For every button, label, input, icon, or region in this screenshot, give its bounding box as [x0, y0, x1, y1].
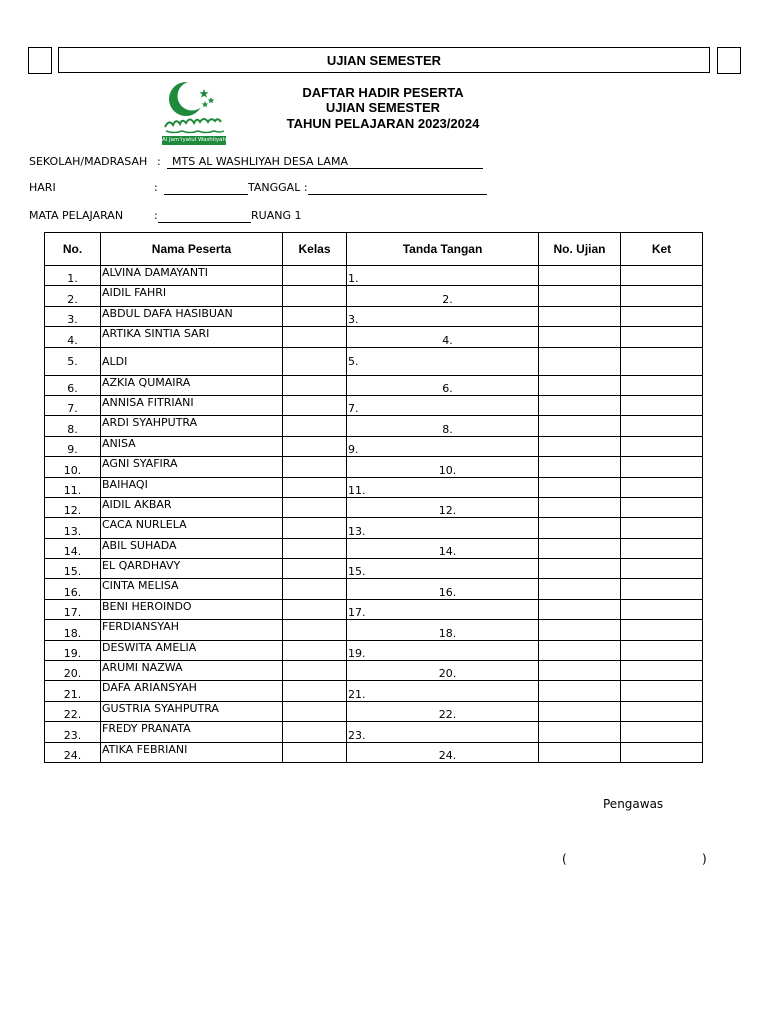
- notes-cell[interactable]: [621, 477, 703, 497]
- notes-cell[interactable]: [621, 395, 703, 415]
- notes-cell[interactable]: [621, 375, 703, 395]
- signature-cell[interactable]: 16.: [347, 579, 539, 599]
- row-number: 13.: [45, 518, 101, 538]
- table-row: [45, 416, 703, 436]
- participant-name: DESWITA AMELIA: [101, 640, 283, 660]
- participant-name: ABDUL DAFA HASIBUAN: [101, 306, 283, 326]
- table-row: [45, 266, 703, 286]
- notes-cell[interactable]: [621, 306, 703, 326]
- exam-number-cell[interactable]: [539, 701, 621, 721]
- row-number: 2.: [45, 286, 101, 306]
- participant-name: AGNI SYAFIRA: [101, 457, 283, 477]
- exam-number-cell[interactable]: [539, 722, 621, 742]
- class-cell[interactable]: [283, 347, 347, 375]
- school-field[interactable]: [167, 155, 483, 169]
- notes-cell[interactable]: [621, 661, 703, 681]
- supervisor-label: Pengawas: [603, 797, 664, 811]
- class-cell[interactable]: [283, 286, 347, 306]
- class-cell[interactable]: [283, 538, 347, 558]
- logo-caption: Al Jam'iyatul Washliyah: [162, 137, 226, 143]
- heading-line-3: TAHUN PELAJARAN 2023/2024: [286, 116, 480, 131]
- notes-cell[interactable]: [621, 518, 703, 538]
- signature-cell[interactable]: 14.: [347, 538, 539, 558]
- notes-cell[interactable]: [621, 579, 703, 599]
- header-class: Kelas: [283, 233, 347, 266]
- left-checkbox: [28, 47, 52, 74]
- exam-number-cell[interactable]: [539, 681, 621, 701]
- day-colon: :: [154, 181, 158, 194]
- row-number: 1.: [45, 266, 101, 286]
- signature-cell[interactable]: 6.: [347, 375, 539, 395]
- exam-number-cell[interactable]: [539, 497, 621, 517]
- table-row: [45, 681, 703, 701]
- participant-name: ANNISA FITRIANI: [101, 395, 283, 415]
- right-checkbox: [717, 47, 741, 74]
- signature-cell[interactable]: 22.: [347, 701, 539, 721]
- heading-line-2: UJIAN SEMESTER: [325, 100, 441, 115]
- subject-field[interactable]: [158, 209, 251, 223]
- signature-cell[interactable]: 17.: [347, 599, 539, 619]
- row-number: 19.: [45, 640, 101, 660]
- exam-number-cell[interactable]: [539, 266, 621, 286]
- subject-label: MATA PELAJARAN: [29, 209, 124, 222]
- notes-cell[interactable]: [621, 327, 703, 347]
- participant-name: FREDY PRANATA: [101, 722, 283, 742]
- participant-name: GUSTRIA SYAHPUTRA: [101, 701, 283, 721]
- class-cell[interactable]: [283, 518, 347, 538]
- signature-cell[interactable]: 23.: [347, 722, 539, 742]
- class-cell[interactable]: [283, 327, 347, 347]
- class-cell[interactable]: [283, 579, 347, 599]
- class-cell[interactable]: [283, 375, 347, 395]
- header-signature: Tanda Tangan: [347, 233, 539, 266]
- participant-name: ARUMI NAZWA: [101, 661, 283, 681]
- header-no: No.: [45, 233, 101, 266]
- day-label: HARI: [29, 181, 56, 194]
- participant-name: DAFA ARIANSYAH: [101, 681, 283, 701]
- participant-name: AIDIL FAHRI: [101, 286, 283, 306]
- class-cell[interactable]: [283, 416, 347, 436]
- signature-cell[interactable]: 9.: [347, 436, 539, 456]
- notes-cell[interactable]: [621, 436, 703, 456]
- notes-cell[interactable]: [621, 416, 703, 436]
- exam-number-cell[interactable]: [539, 395, 621, 415]
- notes-cell[interactable]: [621, 640, 703, 660]
- class-cell[interactable]: [283, 681, 347, 701]
- exam-number-cell[interactable]: [539, 457, 621, 477]
- table-row: [45, 518, 703, 538]
- exam-number-cell[interactable]: [539, 518, 621, 538]
- header-notes: Ket: [621, 233, 703, 266]
- participant-name: ARTIKA SINTIA SARI: [101, 327, 283, 347]
- participant-name: AIDIL AKBAR: [101, 497, 283, 517]
- signature-cell[interactable]: 12.: [347, 497, 539, 517]
- signature-cell[interactable]: 5.: [347, 347, 539, 375]
- notes-cell[interactable]: [621, 538, 703, 558]
- signature-cell[interactable]: 24.: [347, 742, 539, 762]
- class-cell[interactable]: [283, 457, 347, 477]
- signature-paren-open: (: [562, 852, 567, 866]
- notes-cell[interactable]: [621, 701, 703, 721]
- participant-name: ALDI: [101, 347, 283, 375]
- signature-cell[interactable]: 18.: [347, 620, 539, 640]
- participant-name: AZKIA QUMAIRA: [101, 375, 283, 395]
- header-name: Nama Peserta: [101, 233, 283, 266]
- table-row: [45, 742, 703, 762]
- notes-cell[interactable]: [621, 681, 703, 701]
- class-cell[interactable]: [283, 559, 347, 579]
- table-row: [45, 538, 703, 558]
- row-number: 6.: [45, 375, 101, 395]
- exam-number-cell[interactable]: [539, 538, 621, 558]
- banner-title: UJIAN SEMESTER: [58, 47, 710, 73]
- signature-cell[interactable]: 1.: [347, 266, 539, 286]
- room-label: RUANG 1: [251, 209, 302, 222]
- school-value: MTS AL WASHLIYAH DESA LAMA: [172, 155, 348, 168]
- exam-number-cell[interactable]: [539, 375, 621, 395]
- signature-cell[interactable]: 11.: [347, 477, 539, 497]
- participant-name: ALVINA DAMAYANTI: [101, 266, 283, 286]
- class-cell[interactable]: [283, 620, 347, 640]
- table-row: [45, 701, 703, 721]
- row-number: 12.: [45, 497, 101, 517]
- class-cell[interactable]: [283, 497, 347, 517]
- row-number: 21.: [45, 681, 101, 701]
- row-number: 16.: [45, 579, 101, 599]
- notes-cell[interactable]: [621, 620, 703, 640]
- row-number: 22.: [45, 701, 101, 721]
- participant-name: ABIL SUHADA: [101, 538, 283, 558]
- participant-name: ATIKA FEBRIANI: [101, 742, 283, 762]
- row-number: 9.: [45, 436, 101, 456]
- class-cell[interactable]: [283, 661, 347, 681]
- exam-number-cell[interactable]: [539, 306, 621, 326]
- signature-cell[interactable]: 7.: [347, 395, 539, 415]
- notes-cell[interactable]: [621, 599, 703, 619]
- participant-name: CACA NURLELA: [101, 518, 283, 538]
- signature-cell[interactable]: 15.: [347, 559, 539, 579]
- table-row: [45, 722, 703, 742]
- row-number: 24.: [45, 742, 101, 762]
- participant-name: BENI HEROINDO: [101, 599, 283, 619]
- exam-number-cell[interactable]: [539, 477, 621, 497]
- exam-number-cell[interactable]: [539, 640, 621, 660]
- exam-number-cell[interactable]: [539, 579, 621, 599]
- signature-paren-close: ): [702, 852, 707, 866]
- notes-cell[interactable]: [621, 559, 703, 579]
- row-number: 23.: [45, 722, 101, 742]
- signature-cell[interactable]: 8.: [347, 416, 539, 436]
- row-number: 20.: [45, 661, 101, 681]
- table-row: [45, 661, 703, 681]
- class-cell[interactable]: [283, 395, 347, 415]
- table-header-row: [45, 233, 703, 266]
- row-number: 8.: [45, 416, 101, 436]
- class-cell[interactable]: [283, 742, 347, 762]
- row-number: 4.: [45, 327, 101, 347]
- school-logo: [160, 80, 228, 146]
- class-cell[interactable]: [283, 477, 347, 497]
- signature-cell[interactable]: 4.: [347, 327, 539, 347]
- table-row: [45, 286, 703, 306]
- signature-cell[interactable]: 20.: [347, 661, 539, 681]
- exam-number-cell[interactable]: [539, 620, 621, 640]
- table-row: [45, 620, 703, 640]
- participant-name: BAIHAQI: [101, 477, 283, 497]
- signature-cell[interactable]: 19.: [347, 640, 539, 660]
- exam-number-cell[interactable]: [539, 599, 621, 619]
- table-row: [45, 327, 703, 347]
- exam-number-cell[interactable]: [539, 436, 621, 456]
- exam-number-cell[interactable]: [539, 327, 621, 347]
- row-number: 3.: [45, 306, 101, 326]
- participant-name: CINTA MELISA: [101, 579, 283, 599]
- day-field[interactable]: [164, 181, 248, 195]
- attendance-table: [44, 232, 703, 763]
- class-cell[interactable]: [283, 599, 347, 619]
- exam-number-cell[interactable]: [539, 347, 621, 375]
- table-row: [45, 497, 703, 517]
- participant-name: ARDI SYAHPUTRA: [101, 416, 283, 436]
- class-cell[interactable]: [283, 722, 347, 742]
- school-colon: :: [157, 155, 161, 168]
- exam-number-cell[interactable]: [539, 286, 621, 306]
- signature-cell[interactable]: 2.: [347, 286, 539, 306]
- table-row: [45, 477, 703, 497]
- table-row: [45, 395, 703, 415]
- class-cell[interactable]: [283, 306, 347, 326]
- signature-cell[interactable]: 3.: [347, 306, 539, 326]
- notes-cell[interactable]: [621, 722, 703, 742]
- row-number: 17.: [45, 599, 101, 619]
- row-number: 15.: [45, 559, 101, 579]
- heading-line-1: DAFTAR HADIR PESERTA: [302, 85, 464, 100]
- participant-name: EL QARDHAVY: [101, 559, 283, 579]
- table-row: [45, 579, 703, 599]
- notes-cell[interactable]: [621, 457, 703, 477]
- exam-number-cell[interactable]: [539, 742, 621, 762]
- notes-cell[interactable]: [621, 286, 703, 306]
- exam-number-cell[interactable]: [539, 416, 621, 436]
- table-row: [45, 599, 703, 619]
- date-field[interactable]: [308, 181, 487, 195]
- notes-cell[interactable]: [621, 497, 703, 517]
- table-row: [45, 559, 703, 579]
- header-exam-number: No. Ujian: [539, 233, 621, 266]
- signature-cell[interactable]: 21.: [347, 681, 539, 701]
- row-number: 11.: [45, 477, 101, 497]
- row-number: 7.: [45, 395, 101, 415]
- date-label: TANGGAL :: [248, 181, 308, 194]
- signature-cell[interactable]: 13.: [347, 518, 539, 538]
- notes-cell[interactable]: [621, 742, 703, 762]
- notes-cell[interactable]: [621, 347, 703, 375]
- class-cell[interactable]: [283, 436, 347, 456]
- subject-colon: :: [154, 209, 158, 222]
- notes-cell[interactable]: [621, 266, 703, 286]
- row-number: 14.: [45, 538, 101, 558]
- table-row: [45, 347, 703, 375]
- table-row: [45, 457, 703, 477]
- table-row: [45, 640, 703, 660]
- school-label: SEKOLAH/MADRASAH: [29, 155, 148, 168]
- table-row: [45, 375, 703, 395]
- participant-name: FERDIANSYAH: [101, 620, 283, 640]
- class-cell[interactable]: [283, 701, 347, 721]
- table-row: [45, 306, 703, 326]
- class-cell[interactable]: [283, 266, 347, 286]
- exam-number-cell[interactable]: [539, 559, 621, 579]
- row-number: 5.: [45, 347, 101, 375]
- exam-number-cell[interactable]: [539, 661, 621, 681]
- row-number: 18.: [45, 620, 101, 640]
- participant-name: ANISA: [101, 436, 283, 456]
- class-cell[interactable]: [283, 640, 347, 660]
- row-number: 10.: [45, 457, 101, 477]
- signature-cell[interactable]: 10.: [347, 457, 539, 477]
- table-row: [45, 436, 703, 456]
